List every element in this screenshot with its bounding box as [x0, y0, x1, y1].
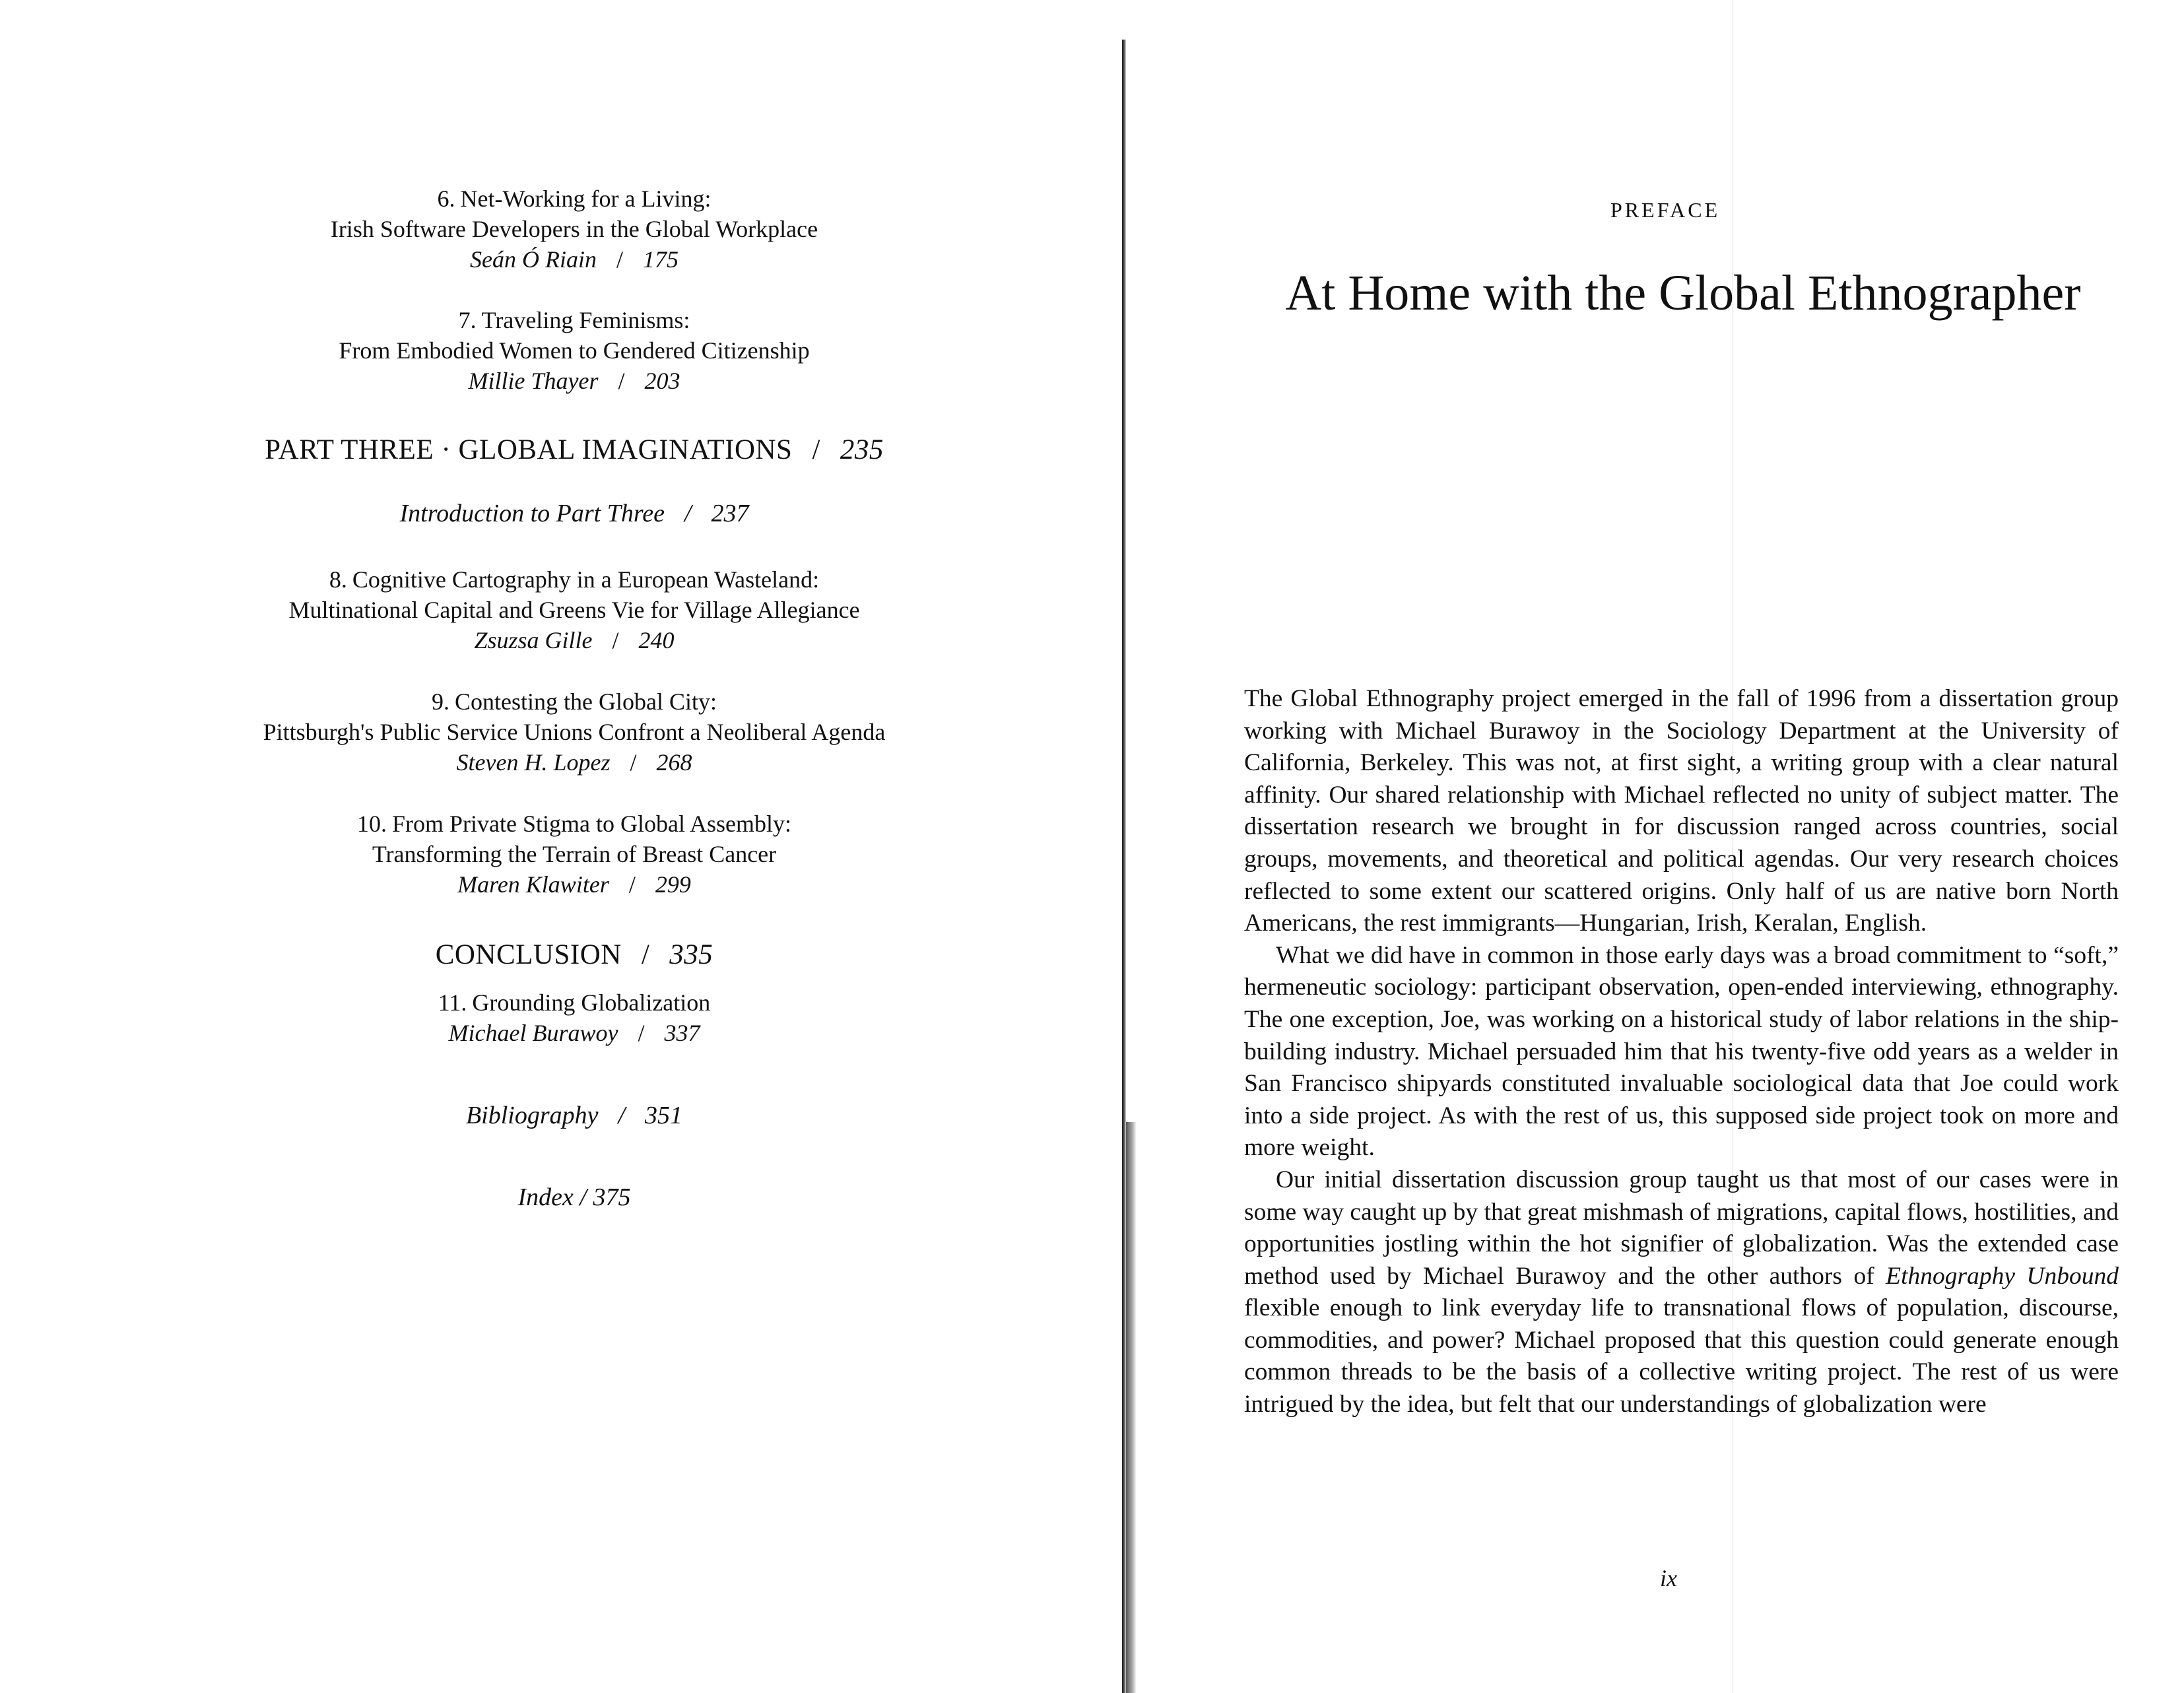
toc-index-label: Index / 375 [517, 1183, 631, 1211]
toc-entry-title: Contesting the Global City: [455, 688, 717, 715]
toc-separator: / [612, 627, 619, 653]
paragraph-text: flexible enough to link everyday life to transnational flows of population, discourse, commodities, and power? Michael proposed that this question could generate enough common threads to be the basis of a collective writing project. The rest of us were intrigued by the idea, but felt that our understandings of globalization were [1244, 1294, 2119, 1418]
toc-entry-page: 299 [655, 871, 691, 898]
toc-entry-title: Net-Working for a Living: [460, 185, 711, 212]
toc-intro-page: 237 [711, 500, 749, 527]
toc-entry-subtitle: Multinational Capital and Greens Vie for Village Allegiance [288, 597, 860, 623]
toc-entry-page: 175 [643, 246, 678, 273]
toc-entry-author: Steven H. Lopez [456, 749, 611, 776]
toc-part-three [198, 432, 950, 468]
toc-conclusion-page: 335 [669, 939, 713, 970]
toc-entry-page: 268 [656, 749, 692, 776]
toc-bibliography-page: 351 [645, 1102, 683, 1129]
toc-separator: / [616, 246, 623, 273]
toc-entry-number: 11. [438, 989, 467, 1016]
toc-entry-11 [238, 987, 911, 1048]
toc-separator: / [812, 434, 820, 465]
toc-entry-title: From Private Stigma to Global Assembly: [392, 811, 791, 837]
toc-entry-7 [238, 305, 911, 396]
toc-entry-8 [238, 564, 911, 655]
toc-separator: / [618, 368, 625, 394]
toc-entry-author: Zsuzsa Gille [474, 627, 593, 653]
preface-title: At Home with the Global Ethnographer [1285, 265, 2081, 321]
toc-entry-10 [238, 809, 911, 900]
toc-entry-author: Maren Klawiter [457, 871, 609, 898]
preface-paragraph: The Global Ethnography project emerged in the fall of 1996 from a dissertation group working with Michael Burawoy in the Sociology Department at the University of California, Berkeley. This was not, at first sight, a writing group with a clear natural affinity. Our shared relationship with Michael reflected no unity of subject matter. The dissertation research we brought in for discussion ranged across countries, social groups, movements, and theoretical and political agendas. Our very research choices reflected to some extent our scattered origins. Only half of us are native born North Americans, the rest immigrants—Hungarian, Irish, Keralan, English. [1244, 685, 2119, 937]
toc-separator: / [628, 871, 636, 898]
toc-entry-6 [238, 183, 911, 275]
page-number: ix [1660, 1565, 1677, 1591]
toc-part-label: PART THREE · GLOBAL IMAGINATIONS [265, 434, 793, 465]
toc-entry-number: 8. [329, 566, 347, 593]
toc-intro-label: Introduction to Part Three [399, 500, 665, 527]
toc-entry-subtitle: Transforming the Terrain of Breast Cancer [372, 841, 777, 867]
toc-entry-title: Cognitive Cartography in a European Wasteland: [352, 566, 820, 593]
toc-entry-number: 7. [458, 307, 477, 333]
preface-label: PREFACE [1610, 198, 1721, 222]
gutter-shadow [1126, 1122, 1137, 1693]
toc-separator: / [630, 749, 637, 776]
toc-entry-number: 6. [437, 185, 455, 212]
toc-entry-subtitle: Pittsburgh's Public Service Unions Confront a Neoliberal Agenda [263, 719, 886, 745]
toc-separator: / [618, 1102, 626, 1129]
toc-index [238, 1181, 911, 1213]
preface-paragraph [1244, 1164, 2119, 1421]
toc-entry-author: Michael Burawoy [448, 1020, 618, 1046]
toc-intro-part-three [238, 498, 911, 529]
toc-entry-9 [238, 686, 911, 778]
toc-entry-page: 203 [644, 368, 680, 394]
toc-entry-number: 10. [357, 811, 387, 837]
toc-separator: / [684, 500, 692, 527]
toc-separator: / [638, 1020, 645, 1046]
toc-entry-title: Grounding Globalization [472, 989, 711, 1016]
toc-bibliography-label: Bibliography [465, 1102, 599, 1129]
toc-entry-subtitle: From Embodied Women to Gendered Citizenship [339, 337, 810, 364]
toc-entry-page: 337 [664, 1020, 700, 1046]
toc-entry-page: 240 [638, 627, 675, 653]
toc-entry-author: Seán Ó Riain [470, 246, 597, 273]
toc-conclusion [198, 937, 950, 973]
toc-entry-subtitle: Irish Software Developers in the Global Workplace [330, 216, 818, 242]
preface-paragraph: What we did have in common in those early days was a broad commitment to “soft,” hermeneutic sociology: participant observation, open-ended interviewing, ethnography. The one exception, Joe, was working on a historical study of labor relations in the ship-building industry. Michael persuaded him that his twenty-five odd years as a welder in San Francisco shipyards constituted invaluable sociological data that Joe could work into a side project. As with the rest of us, this supposed side project took on more and more weight. [1244, 941, 2119, 1162]
toc-part-page: 235 [840, 434, 884, 465]
toc-entry-author: Millie Thayer [468, 368, 599, 394]
toc-entry-number: 9. [432, 688, 449, 715]
toc-entry-title: Traveling Feminisms: [481, 307, 690, 333]
toc-bibliography [238, 1100, 911, 1131]
preface-body [1244, 683, 2119, 1421]
paragraph-text: Our initial dissertation discussion group taught us that most of our cases were in some way caught up by that great mishmash of migrations, capital flows, hostilities, and opportunities jostling within the hot signifier of globalization. Was the extended case method used by Michael Burawoy and the other authors of [1244, 1166, 2119, 1290]
book-title-reference: Ethnography Unbound [1886, 1262, 2119, 1290]
toc-separator: / [641, 939, 650, 970]
toc-conclusion-label: CONCLUSION [435, 939, 622, 970]
